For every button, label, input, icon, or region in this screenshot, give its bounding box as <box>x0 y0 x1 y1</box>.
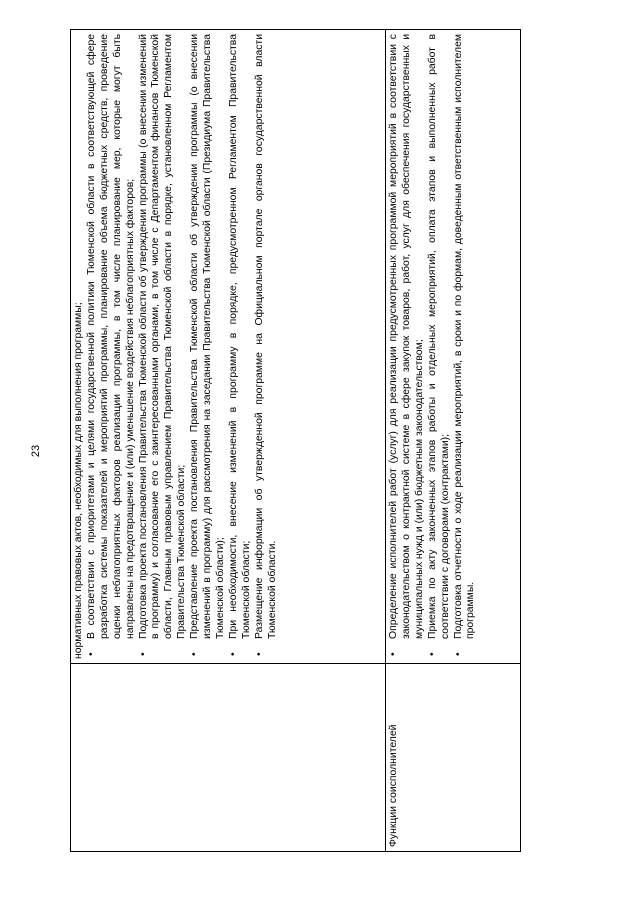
page-number: 23 <box>30 444 43 458</box>
list-item: • Определение исполнителей работ (услуг) для реализации предусмотренных программой мероприятий в соответствии с законодательством о контрактной системе в сфере закупок товаров, работ, услуг для обеспечения государственных и муниципальных нужд и (или) бюджетным законодательством; <box>388 34 427 659</box>
bullet-list <box>86 34 280 659</box>
list-item: • Приемка по акту законченных этапов работы и отдельных мероприятий, оплата этапов и выполненных работ в соответствии с договорами (контрактами); <box>427 34 453 659</box>
row-label-cell: Функции соисполнителей <box>386 664 521 852</box>
list-item: • Представление проекта постановления Правительства Тюменской области об утверждении программы (о внесении изменений в программу) для рассмотрения на заседании Правительства Тюменской области (Президиума Правительства Тюменской области); <box>189 34 228 659</box>
list-item: • Подготовка отчетности о ходе реализации мероприятий, в сроки и по формам, доведенным ответственным исполнителем программы. <box>453 34 479 659</box>
rotated-page-content <box>70 30 520 852</box>
continuation-text: нормативных правовых актов, необходимых для выполнения программы; <box>73 302 84 659</box>
list-item: • В соответствии с приоритетами и целями государственной политики Тюменской области в соответствующей сфере разработка системы показателей и мероприятий программы, планирование объема бюджетных средств, проведение оценки неблагоприятных факторов реализации программы, в том числе планирование мер, которые могут быть направлены на предотвращение и (или) уменьшение воздействия неблагоприятных факторов; <box>86 34 138 659</box>
row-content-cell <box>71 30 386 664</box>
list-item: • Размещение информации об утвержденной программе на Официальном портале органов государственной власти Тюменской области. <box>254 34 280 659</box>
list-item: • Подготовка проекта постановления Правительства Тюменской области об утверждении программы (о внесении изменений в программу) и согласование его с заинтересованными органами, в том числе с Департаментом финансов Тюменской области, Главным правовым управлением Правительства Тюменской области в порядке, установленном Регламентом Правительства Тюменской области; <box>138 34 190 659</box>
row-content-cell <box>386 30 521 664</box>
functions-table <box>70 29 521 852</box>
bullet-list <box>388 34 478 659</box>
row-label-cell <box>71 664 386 852</box>
table-row <box>386 30 521 852</box>
list-item: • При необходимости, внесение изменений в программу в порядке, предусмотренном Регламентом Правительства Тюменской области; <box>228 34 254 659</box>
table-row <box>71 30 386 852</box>
